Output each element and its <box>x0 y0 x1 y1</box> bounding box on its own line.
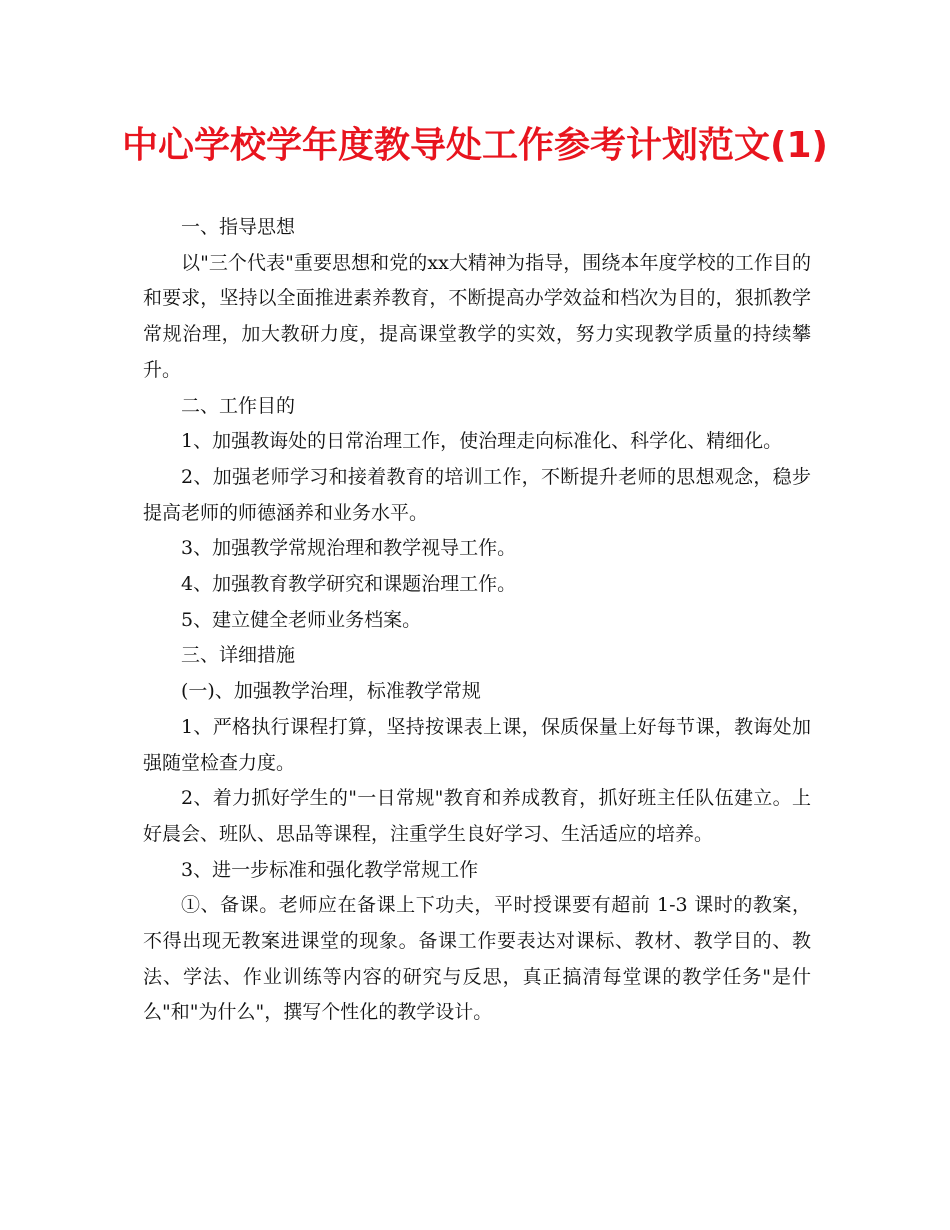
document-title: 中心学校学年度教导处工作参考计划范文(1) <box>122 125 828 166</box>
list-item: 1、加强教诲处的日常治理工作，使治理走向标准化、科学化、精细化。 <box>181 430 783 453</box>
section-heading: 一、指导思想 <box>181 216 296 238</box>
list-item: 4、加强教育教学研究和课题治理工作。 <box>181 573 517 596</box>
section-heading: 二、工作目的 <box>181 394 296 417</box>
list-item: 2、加强老师学习和接着教育的培训工作，不断提升老师的思想观念，稳步提高老师的师德涵养和业务水平。 <box>143 465 811 524</box>
paragraph: 以"三个代表"重要思想和党的xx大精神为指导，围绕本年度学校的工作目的和要求，坚持以全面推进素养教育，不断提高办学效益和档次为目的，狠抓教学常规治理，加大教研力度，提高课堂教学的实效，努力实现教学质量的持续攀升。 <box>143 251 811 381</box>
list-item: 1、严格执行课程打算，坚持按课表上课，保质保量上好每节课，教诲处加强随堂检查力度。 <box>143 715 811 774</box>
list-item: 3、进一步标准和强化教学常规工作 <box>181 858 479 881</box>
section-heading: 三、详细措施 <box>181 644 296 667</box>
list-item: 2、着力抓好学生的"一日常规"教育和养成教育，抓好班主任队伍建立。上好晨会、班队、思品等课程，注重学生良好学习、生活适应的培养。 <box>143 787 811 845</box>
paragraph: ①、备课。老师应在备课上下功夫，平时授课要有超前 1-3 课时的教案，不得出现无教案进课堂的现象。备课工作要表达对课标、教材、教学目的、教法、学法、作业训练等内容的研究与反思，真正搞清每堂课的教学任务"是什么"和"为什么"，撰写个性化的教学设计。 <box>143 894 811 1024</box>
subsection-heading: (一)、加强教学治理，标准教学常规 <box>181 680 481 703</box>
list-item: 5、建立健全老师业务档案。 <box>181 608 422 631</box>
document-body <box>143 210 811 1031</box>
list-item: 3、加强教学常规治理和教学视导工作。 <box>181 537 517 560</box>
